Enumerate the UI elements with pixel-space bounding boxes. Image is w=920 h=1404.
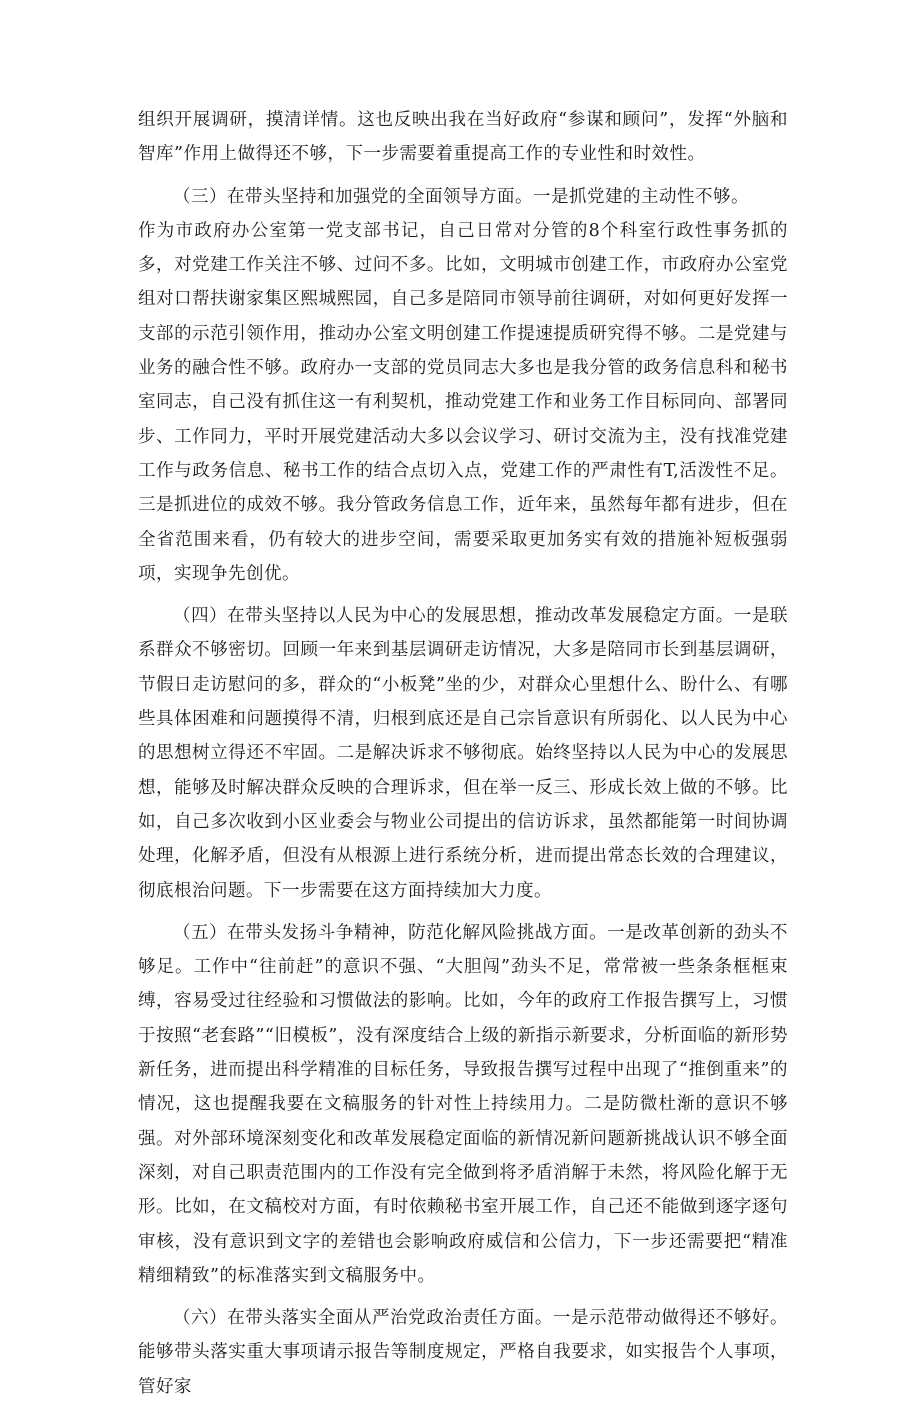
paragraph-section-3-body: 作为市政府办公室第一党支部书记，自己日常对分管的8个科室行政性事务抓的多，对党建工作关注不够、过问不多。比如，文明城市创建工作，市政府办公室党组对口帮扶谢家集区熙城熙园，自己多是陪同市领导前往调研，对如何更好发挥一支部的示范引领作用，推动办公室文明创建工作提速提质研究得不够。二是党建与业务的融合性不够。政府办一支部的党员同志大多也是我分管的政务信息科和秘书室同志，自己没有抓住这一有利契机，推动党建工作和业务工作目标同向、部署同步、工作同力，平时开展党建活动大多以会议学习、研讨交流为主，没有找准党建工作与政务信息、秘书工作的结合点切入点，党建工作的严肃性有T,活泼性不足。三是抓进位的成效不够。我分管政务信息工作，近年来，虽然每年都有进步，但在全省范围来看，仍有较大的进步空间，需要采取更加务实有效的措施补短板强弱项，实现争先创优。 (138, 220, 788, 584)
paragraph-section-6: （六）在带头落实全面从严治党政治责任方面。一是示范带动做得还不够好。能够带头落实重大事项请示报告等制度规定，严格自我要求，如实报告个人事项，管好家 (138, 1308, 788, 1397)
paragraph-section-5: （五）在带头发扬斗争精神，防范化解风险挑战方面。一是改革创新的劲头不够足。工作中“往前赶”的意识不强、“大胆闯”劲头不足，常常被一些条条框框束缚，容易受过往经验和习惯做法的影响。比如，今年的政府工作报告撰写上，习惯于按照“老套路”“旧模板”，没有深度结合上级的新指示新要求，分析面临的新形势新任务，进而提出科学精准的目标任务，导致报告撰写过程中出现了“推倒重来”的情况，这也提醒我要在文稿服务的针对性上持续用力。二是防微杜渐的意识不够强。对外部环境深刻变化和改革发展稳定面临的新情况新问题新挑战认识不够全面深刻，对自己职责范围内的工作没有完全做到将矛盾消解于未然，将风险化解于无形。比如，在文稿校对方面，有时依赖秘书室开展工作，自己还不能做到逐字逐句审核，没有意识到文字的差错也会影响政府威信和公信力，下一步还需要把“精准精细精致”的标准落实到文稿服务中。 (138, 922, 788, 1286)
paragraph-section-4: （四）在带头坚持以人民为中心的发展思想，推动改革发展稳定方面。一是联系群众不够密切。回顾一年来到基层调研走访情况，大多是陪同市长到基层调研，节假日走访慰问的多，群众的“小板凳”坐的少，对群众心里想什么、盼什么、有哪些具体困难和问题摸得不清，归根到底还是自己宗旨意识有所弱化、以人民为中心的思想树立得还不牢固。二是解决诉求不够彻底。始终坚持以人民为中心的发展思想，能够及时解决群众反映的合理诉求，但在举一反三、形成长效上做的不够。比如，自己多次收到小区业委会与物业公司提出的信访诉求，虽然都能第一时间协调处理，化解矛盾，但没有从根源上进行系统分析，进而提出常态长效的合理建议，彻底根治问题。下一步需要在这方面持续加大力度。 (138, 606, 788, 901)
document-body (138, 103, 788, 1404)
paragraph-section-3-heading: （三）在带头坚持和加强党的全面领导方面。一是抓党建的主动性不够。 (173, 186, 749, 207)
paragraph-continuation: 组织开展调研，摸清详情。这也反映出我在当好政府“参谋和顾问”，发挥“外脑和智库”作用上做得还不够，下一步需要着重提高工作的专业性和时效性。 (138, 110, 788, 165)
